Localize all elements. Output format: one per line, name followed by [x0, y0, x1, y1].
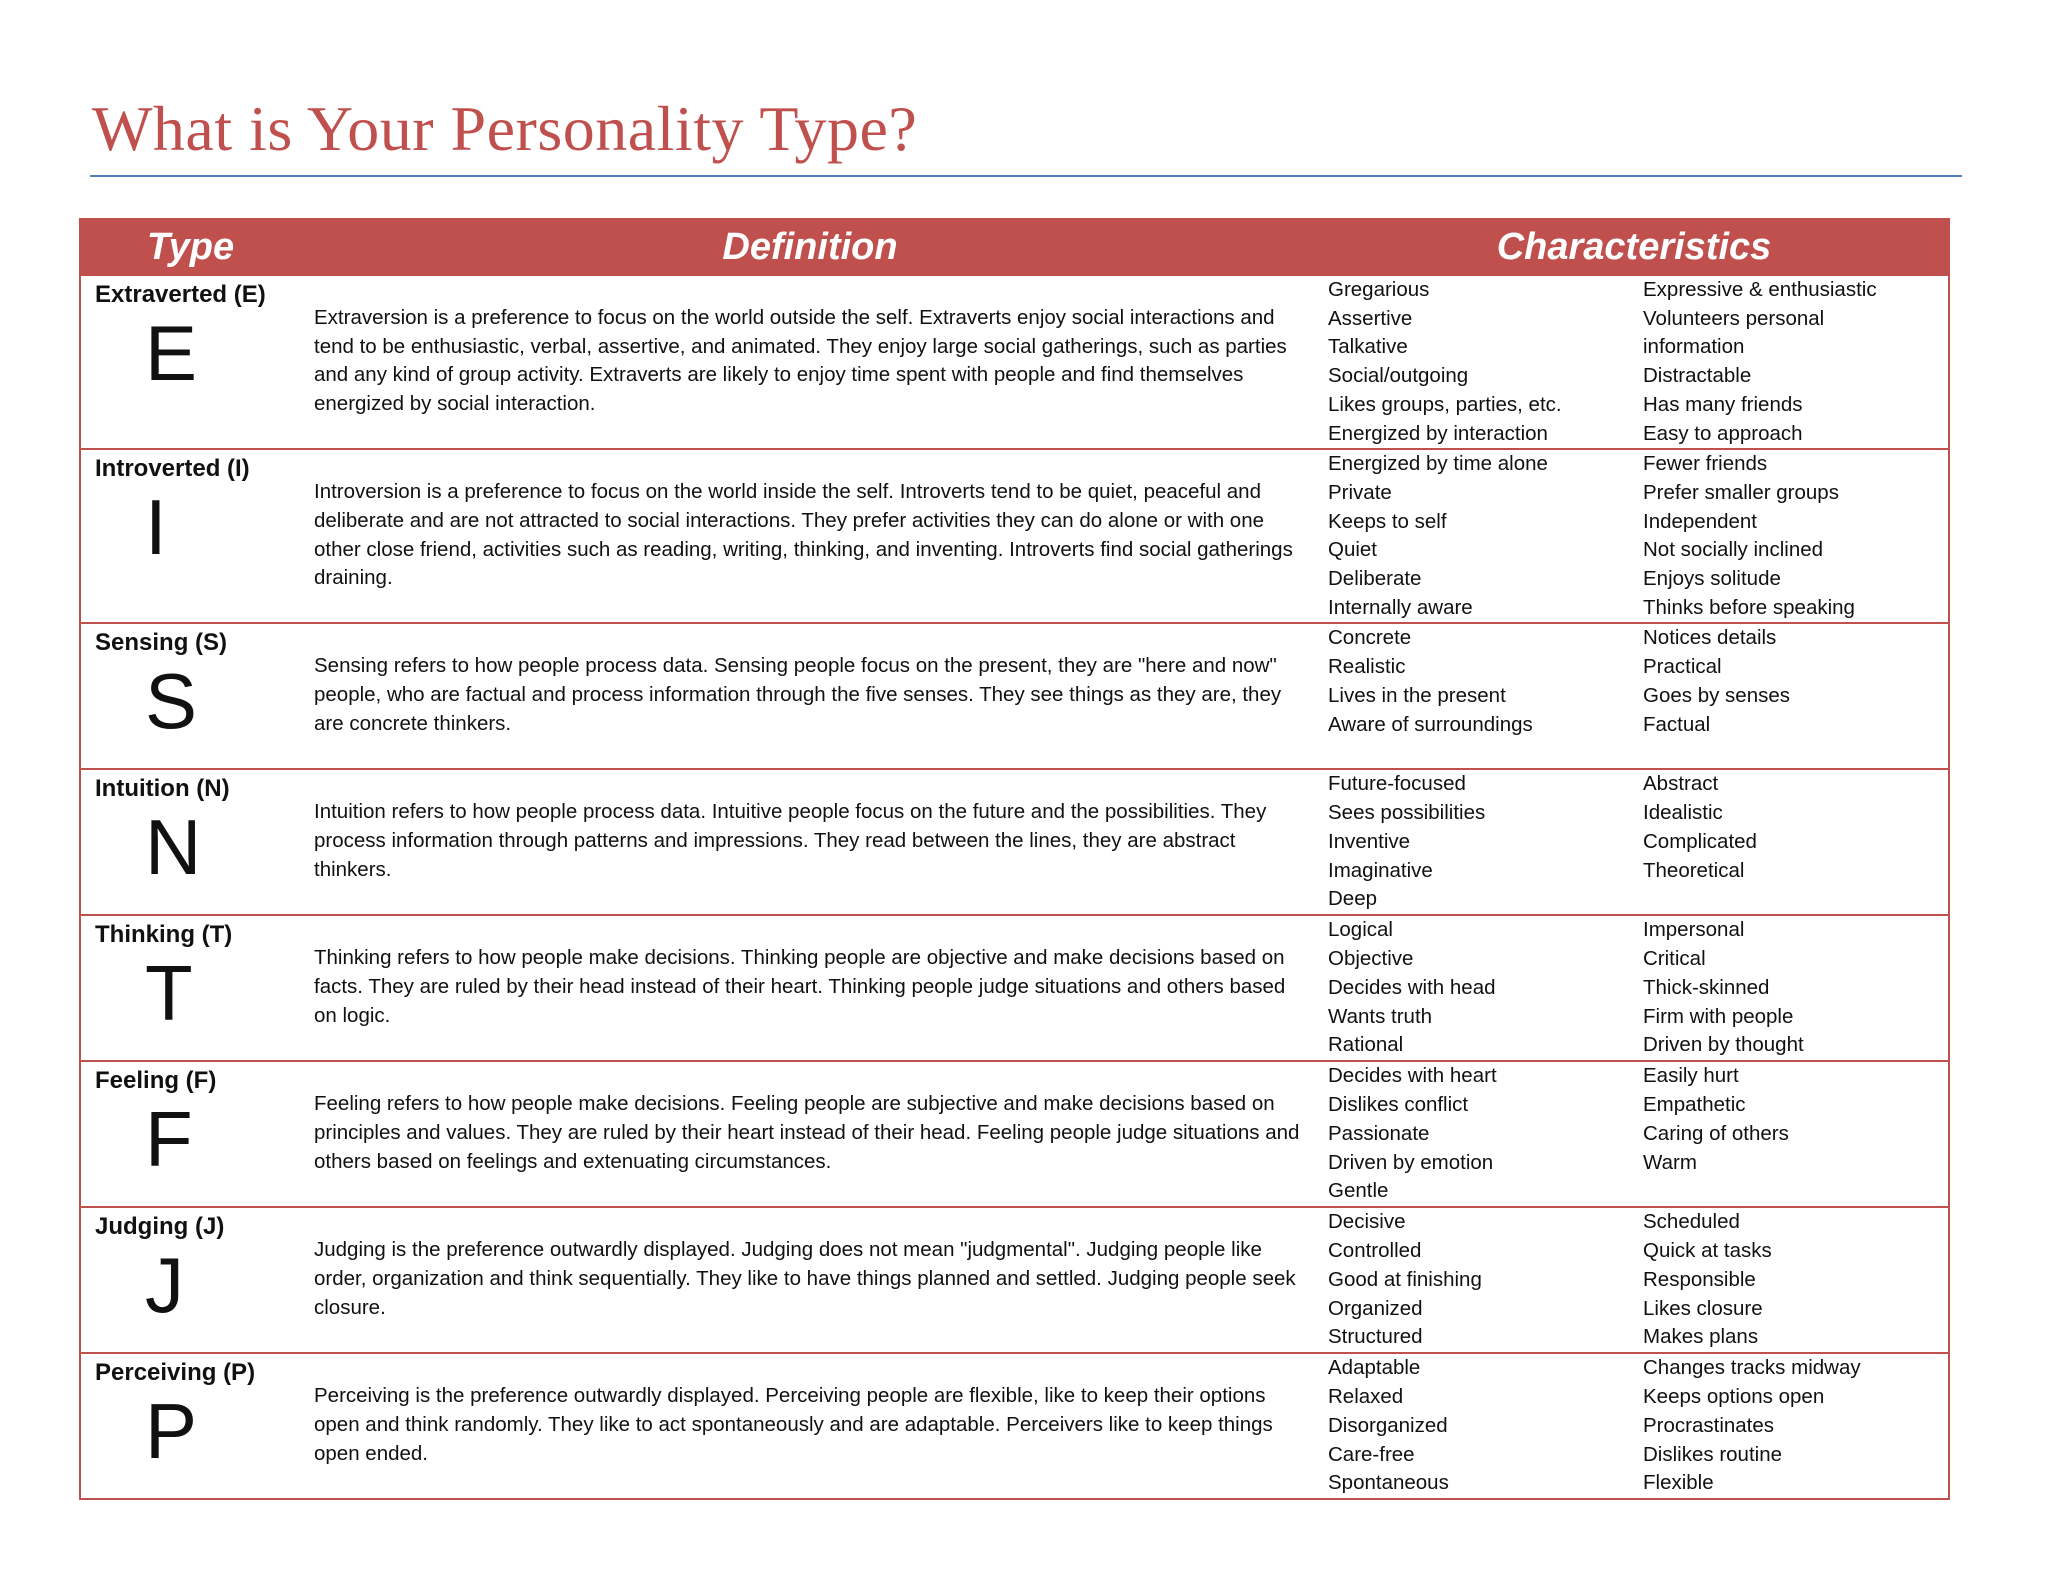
characteristic-item: Changes tracks midway: [1643, 1356, 1861, 1380]
characteristic-item: Quick at tasks: [1643, 1239, 1772, 1263]
characteristic-item: Aware of surroundings: [1328, 712, 1533, 736]
characteristic-item: Thinks before speaking: [1643, 595, 1855, 619]
characteristics-col1: [1320, 915, 1635, 1061]
characteristic-item: Independent: [1643, 509, 1758, 533]
type-letter: S: [145, 657, 198, 746]
type-cell: [80, 1353, 300, 1499]
page-title: What is Your Personality Type?: [92, 93, 918, 164]
characteristic-item: Quiet: [1328, 538, 1377, 562]
table-row: [80, 769, 1949, 915]
characteristic-item: Social/outgoing: [1328, 364, 1469, 388]
characteristic-item: Notices details: [1643, 626, 1777, 650]
table-row: [80, 915, 1949, 1061]
characteristic-item: Flexible: [1643, 1471, 1714, 1495]
characteristic-item: Not socially inclined: [1643, 538, 1824, 562]
definition-text: Feeling refers to how people make decisions. Feeling people are subjective and make decisions based on principles and values. They are ruled by their heart instead of their head. Feeling people judge situations and others based on feelings and extenuating circumstances.: [300, 1061, 1320, 1207]
characteristic-item: Decides with heart: [1328, 1064, 1497, 1088]
characteristic-item: Decides with head: [1328, 975, 1496, 999]
characteristic-item: Has many friends: [1643, 392, 1803, 416]
characteristic-item: Goes by senses: [1643, 683, 1790, 707]
table-row: [80, 1207, 1949, 1353]
characteristics-col1: [1320, 449, 1635, 623]
characteristic-item: Keeps options open: [1643, 1385, 1825, 1409]
characteristic-item: Factual: [1643, 712, 1711, 736]
characteristic-item: Abstract: [1643, 772, 1719, 796]
characteristic-item: information: [1643, 335, 1745, 359]
characteristic-item: Easy to approach: [1643, 421, 1803, 445]
characteristic-item: Structured: [1328, 1325, 1423, 1349]
characteristic-item: Inventive: [1328, 829, 1411, 853]
characteristic-item: Expressive & enthusiastic: [1643, 278, 1877, 301]
characteristics-col2: [1635, 623, 1949, 769]
characteristic-item: Likes closure: [1643, 1296, 1763, 1320]
characteristic-item: Driven by emotion: [1328, 1150, 1494, 1174]
type-name: Sensing (S): [95, 629, 228, 657]
type-letter: E: [145, 309, 198, 397]
characteristic-item: Private: [1328, 480, 1392, 504]
characteristic-item: Assertive: [1328, 306, 1413, 330]
characteristic-item: Responsible: [1643, 1267, 1756, 1291]
table-row: [80, 1061, 1949, 1207]
type-cell: [80, 915, 300, 1061]
characteristics-col2: [1635, 1207, 1949, 1353]
type-letter: P: [145, 1387, 198, 1476]
characteristic-item: Realistic: [1328, 655, 1406, 679]
type-cell: [80, 623, 300, 769]
type-letter: F: [145, 1095, 193, 1184]
type-name: Feeling (F): [95, 1067, 217, 1095]
type-cell: [80, 1207, 300, 1353]
characteristics-col2: [1635, 1353, 1949, 1499]
header-row: [80, 219, 1949, 275]
characteristic-item: Easily hurt: [1643, 1064, 1739, 1088]
characteristic-item: Spontaneous: [1328, 1471, 1449, 1495]
characteristic-item: Critical: [1643, 947, 1706, 971]
characteristic-item: Care-free: [1328, 1442, 1415, 1466]
definition-text: Sensing refers to how people process data. Sensing people focus on the present, they are "here and now" people, who are factual and process information through the five senses. They see things as they are, they are concrete thinkers.: [300, 623, 1320, 769]
characteristic-item: Future-focused: [1328, 772, 1466, 796]
type-name: Perceiving (P): [95, 1359, 256, 1387]
characteristic-item: Likes groups, parties, etc.: [1328, 392, 1562, 416]
characteristic-item: Dislikes routine: [1643, 1442, 1782, 1466]
characteristic-item: Energized by interaction: [1328, 421, 1548, 445]
characteristic-item: Decisive: [1328, 1210, 1406, 1234]
characteristic-item: Prefer smaller groups: [1643, 480, 1839, 504]
type-letter: I: [145, 483, 167, 572]
characteristic-item: Complicated: [1643, 829, 1757, 853]
personality-table: [79, 218, 1950, 1500]
characteristic-item: Dislikes conflict: [1328, 1093, 1469, 1117]
characteristics-col1: [1320, 1353, 1635, 1499]
characteristic-item: Disorganized: [1328, 1413, 1448, 1437]
characteristic-item: Rational: [1328, 1033, 1404, 1057]
type-cell: [80, 769, 300, 915]
characteristic-item: Deliberate: [1328, 567, 1422, 591]
type-cell: [80, 275, 300, 449]
characteristic-item: Concrete: [1328, 626, 1412, 650]
definition-text: Introversion is a preference to focus on the world inside the self. Introverts tend to be quiet, peaceful and deliberate and are not attracted to social interactions. They prefer activities they can do alone or with one other close friend, activities such as reading, writing, thinking, and inventing. Introverts find social gatherings draining.: [300, 449, 1320, 623]
characteristic-item: Practical: [1643, 655, 1722, 679]
characteristic-item: Theoretical: [1643, 858, 1745, 882]
header-type: Type: [80, 219, 300, 275]
characteristics-col2: [1635, 769, 1949, 915]
characteristics-col1: [1320, 1207, 1635, 1353]
type-name: Intuition (N): [95, 775, 230, 803]
characteristic-item: Lives in the present: [1328, 683, 1506, 707]
type-cell: [80, 1061, 300, 1207]
type-letter: N: [145, 803, 202, 892]
characteristics-col1: [1320, 275, 1635, 449]
header-characteristics: Characteristics: [1320, 219, 1949, 275]
type-name: Introverted (I): [95, 455, 250, 483]
characteristic-item: Sees possibilities: [1328, 801, 1486, 825]
characteristic-item: Scheduled: [1643, 1210, 1740, 1234]
characteristic-item: Driven by thought: [1643, 1033, 1804, 1057]
table-row: [80, 275, 1949, 449]
characteristic-item: Imaginative: [1328, 858, 1433, 882]
characteristic-item: Caring of others: [1643, 1121, 1789, 1145]
characteristic-item: Fewer friends: [1643, 452, 1768, 476]
characteristics-col2: [1635, 449, 1949, 623]
table-row: [80, 623, 1949, 769]
definition-text: Intuition refers to how people process data. Intuitive people focus on the future and the possibilities. They process information through patterns and impressions. They read between the lines, they are abstract thinkers.: [300, 769, 1320, 915]
characteristic-item: Keeps to self: [1328, 509, 1447, 533]
title-divider: [90, 175, 1962, 177]
characteristic-item: Energized by time alone: [1328, 452, 1548, 476]
characteristic-item: Wants truth: [1328, 1004, 1433, 1028]
table-row: [80, 1353, 1949, 1499]
characteristics-col1: [1320, 623, 1635, 769]
characteristic-item: Adaptable: [1328, 1356, 1421, 1380]
characteristic-item: Idealistic: [1643, 801, 1723, 825]
characteristic-item: Impersonal: [1643, 918, 1745, 942]
characteristic-item: Deep: [1328, 887, 1378, 911]
definition-text: Judging is the preference outwardly displayed. Judging does not mean "judgmental". Judging people like order, organization and think sequentially. They like to have things planned and settled. Judging people seek closure.: [300, 1207, 1320, 1353]
type-name: Judging (J): [95, 1213, 225, 1241]
characteristics-col1: [1320, 769, 1635, 915]
characteristic-item: Thick-skinned: [1643, 975, 1770, 999]
characteristic-item: Relaxed: [1328, 1385, 1404, 1409]
characteristic-item: Good at finishing: [1328, 1267, 1482, 1291]
type-name: Thinking (T): [95, 921, 233, 949]
characteristics-col2: [1635, 275, 1949, 449]
characteristic-item: Makes plans: [1643, 1325, 1759, 1349]
definition-text: Thinking refers to how people make decisions. Thinking people are objective and make decisions based on facts. They are ruled by their head instead of their heart. Thinking people judge situations and others based on logic.: [300, 915, 1320, 1061]
characteristics-col2: [1635, 915, 1949, 1061]
type-letter: T: [145, 949, 193, 1038]
characteristic-item: Logical: [1328, 918, 1393, 942]
characteristic-item: Talkative: [1328, 335, 1408, 359]
type-name: Extraverted (E): [95, 281, 266, 308]
characteristic-item: Gentle: [1328, 1179, 1389, 1203]
definition-text: Extraversion is a preference to focus on the world outside the self. Extraverts enjoy social interactions and tend to be enthusiastic, verbal, assertive, and animated. They enjoy large social gatherings, such as parties and any kind of group activity. Extraverts are likely to enjoy time spent with people and find themselves energized by social interaction.: [300, 275, 1320, 449]
characteristic-item: Empathetic: [1643, 1093, 1746, 1117]
characteristic-item: Objective: [1328, 947, 1414, 971]
characteristic-item: Enjoys solitude: [1643, 567, 1781, 591]
characteristic-item: Procrastinates: [1643, 1413, 1775, 1437]
characteristics-col2: [1635, 1061, 1949, 1207]
characteristic-item: Firm with people: [1643, 1004, 1794, 1028]
type-letter: J: [145, 1241, 184, 1330]
characteristics-col1: [1320, 1061, 1635, 1207]
characteristic-item: Passionate: [1328, 1121, 1430, 1145]
characteristic-item: Volunteers personal: [1643, 306, 1825, 330]
characteristic-item: Gregarious: [1328, 278, 1430, 301]
header-definition: Definition: [300, 219, 1320, 275]
table-row: [80, 449, 1949, 623]
type-cell: [80, 449, 300, 623]
characteristic-item: Internally aware: [1328, 595, 1473, 619]
characteristic-item: Warm: [1643, 1150, 1697, 1174]
characteristic-item: Distractable: [1643, 364, 1752, 388]
characteristic-item: Organized: [1328, 1296, 1423, 1320]
characteristic-item: Controlled: [1328, 1239, 1422, 1263]
definition-text: Perceiving is the preference outwardly displayed. Perceiving people are flexible, like to keep their options open and think randomly. They like to act spontaneously and are adaptable. Perceivers like to keep things open ended.: [300, 1353, 1320, 1499]
